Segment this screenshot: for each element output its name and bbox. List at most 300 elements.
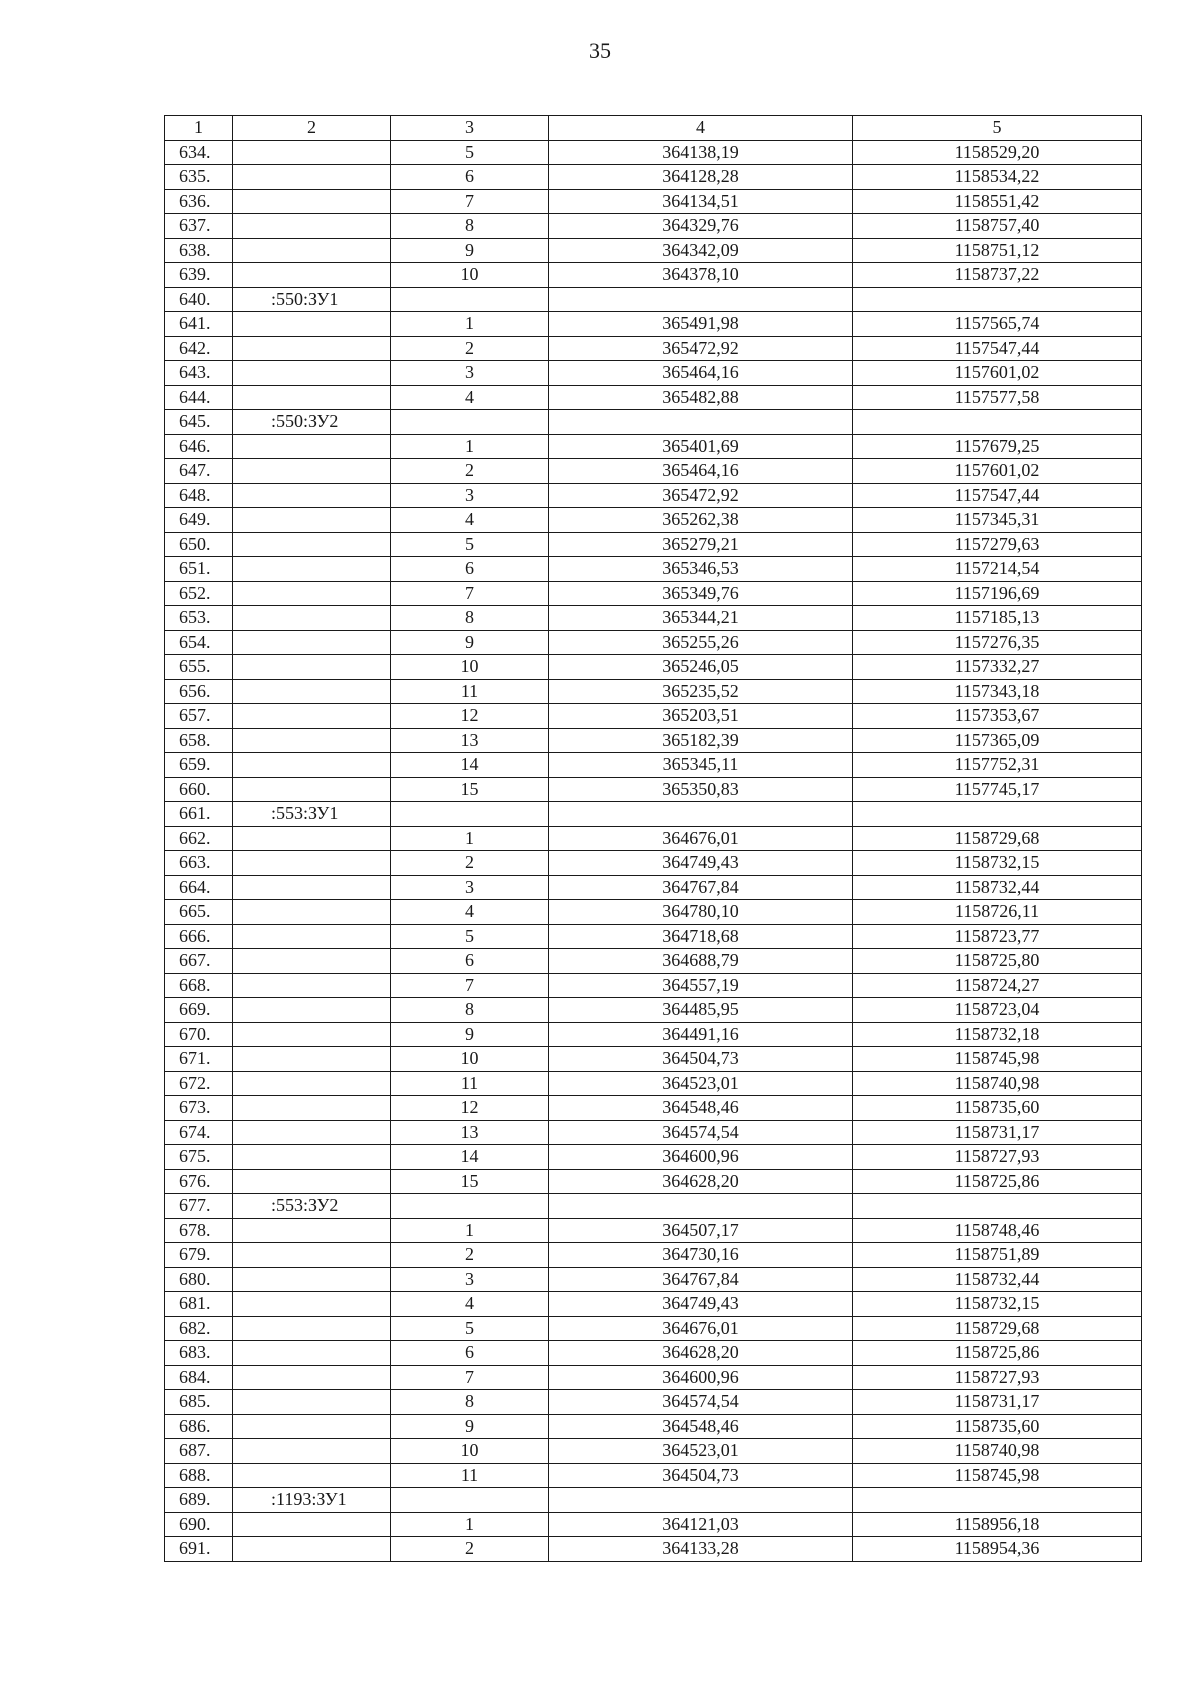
y-coordinate-cell: 1158732,44: [853, 875, 1142, 900]
table-row: [165, 434, 1142, 459]
row-number-cell: 635.: [165, 165, 233, 190]
parcel-id-cell: [233, 1047, 391, 1072]
x-coordinate-cell: [549, 802, 853, 827]
table-row: [165, 140, 1142, 165]
row-number-cell: 676.: [165, 1169, 233, 1194]
x-coordinate-cell: 364600,96: [549, 1365, 853, 1390]
x-coordinate-cell: 364676,01: [549, 1316, 853, 1341]
column-header: 5: [853, 116, 1142, 141]
x-coordinate-cell: 364121,03: [549, 1512, 853, 1537]
point-number-cell: 10: [391, 1047, 549, 1072]
parcel-id-cell: [233, 998, 391, 1023]
parcel-id-cell: :550:ЗУ2: [233, 410, 391, 435]
x-coordinate-cell: 365491,98: [549, 312, 853, 337]
table-row: [165, 336, 1142, 361]
table-row: [165, 1169, 1142, 1194]
x-coordinate-cell: 364628,20: [549, 1341, 853, 1366]
parcel-id-cell: [233, 1537, 391, 1562]
row-number-cell: 684.: [165, 1365, 233, 1390]
row-number-cell: 645.: [165, 410, 233, 435]
row-number-cell: 677.: [165, 1194, 233, 1219]
point-number-cell: 2: [391, 336, 549, 361]
x-coordinate-cell: 364491,16: [549, 1022, 853, 1047]
x-coordinate-cell: 365350,83: [549, 777, 853, 802]
parcel-id-cell: [233, 483, 391, 508]
point-number-cell: 7: [391, 973, 549, 998]
table-row: [165, 1267, 1142, 1292]
point-number-cell: 6: [391, 1341, 549, 1366]
row-number-cell: 666.: [165, 924, 233, 949]
parcel-id-cell: [233, 826, 391, 851]
table-row: [165, 459, 1142, 484]
table-row: [165, 655, 1142, 680]
point-number-cell: 6: [391, 165, 549, 190]
point-number-cell: 4: [391, 1292, 549, 1317]
point-number-cell: 14: [391, 1145, 549, 1170]
column-header: 1: [165, 116, 233, 141]
table-row: [165, 1218, 1142, 1243]
y-coordinate-cell: 1158729,68: [853, 1316, 1142, 1341]
y-coordinate-cell: 1158732,15: [853, 851, 1142, 876]
point-number-cell: 3: [391, 1267, 549, 1292]
row-number-cell: 658.: [165, 728, 233, 753]
x-coordinate-cell: 364767,84: [549, 875, 853, 900]
parcel-id-cell: [233, 140, 391, 165]
table-row: [165, 214, 1142, 239]
coordinates-table: [164, 115, 1142, 1562]
table-row: [165, 557, 1142, 582]
parcel-id-cell: [233, 1022, 391, 1047]
parcel-id-cell: [233, 1267, 391, 1292]
parcel-id-cell: [233, 336, 391, 361]
x-coordinate-cell: 365464,16: [549, 459, 853, 484]
parcel-id-cell: [233, 1463, 391, 1488]
y-coordinate-cell: 1158725,86: [853, 1341, 1142, 1366]
table-row: [165, 287, 1142, 312]
point-number-cell: 1: [391, 1218, 549, 1243]
point-number-cell: 15: [391, 777, 549, 802]
parcel-id-cell: [233, 385, 391, 410]
table-row: [165, 238, 1142, 263]
parcel-id-cell: [233, 1169, 391, 1194]
point-number-cell: 4: [391, 900, 549, 925]
parcel-id-cell: [233, 900, 391, 925]
y-coordinate-cell: 1157196,69: [853, 581, 1142, 606]
y-coordinate-cell: 1158723,04: [853, 998, 1142, 1023]
y-coordinate-cell: [853, 1194, 1142, 1219]
x-coordinate-cell: 364329,76: [549, 214, 853, 239]
x-coordinate-cell: 364485,95: [549, 998, 853, 1023]
y-coordinate-cell: 1158727,93: [853, 1365, 1142, 1390]
table-row: [165, 924, 1142, 949]
y-coordinate-cell: 1158729,68: [853, 826, 1142, 851]
parcel-id-cell: [233, 851, 391, 876]
row-number-cell: 634.: [165, 140, 233, 165]
table-row: [165, 1365, 1142, 1390]
point-number-cell: 15: [391, 1169, 549, 1194]
x-coordinate-cell: 365235,52: [549, 679, 853, 704]
x-coordinate-cell: 364718,68: [549, 924, 853, 949]
row-number-cell: 670.: [165, 1022, 233, 1047]
table-row: [165, 753, 1142, 778]
parcel-id-cell: [233, 459, 391, 484]
row-number-cell: 690.: [165, 1512, 233, 1537]
parcel-id-cell: :1193:ЗУ1: [233, 1488, 391, 1513]
row-number-cell: 661.: [165, 802, 233, 827]
x-coordinate-cell: 364688,79: [549, 949, 853, 974]
table-row: [165, 1071, 1142, 1096]
row-number-cell: 680.: [165, 1267, 233, 1292]
table-row: [165, 1414, 1142, 1439]
y-coordinate-cell: 1158727,93: [853, 1145, 1142, 1170]
y-coordinate-cell: 1158732,15: [853, 1292, 1142, 1317]
parcel-id-cell: [233, 361, 391, 386]
row-number-cell: 668.: [165, 973, 233, 998]
x-coordinate-cell: 364548,46: [549, 1414, 853, 1439]
row-number-cell: 667.: [165, 949, 233, 974]
point-number-cell: 1: [391, 312, 549, 337]
parcel-id-cell: [233, 777, 391, 802]
y-coordinate-cell: 1158751,12: [853, 238, 1142, 263]
column-header: 2: [233, 116, 391, 141]
y-coordinate-cell: 1158732,44: [853, 1267, 1142, 1292]
x-coordinate-cell: [549, 1488, 853, 1513]
parcel-id-cell: [233, 949, 391, 974]
parcel-id-cell: [233, 581, 391, 606]
parcel-id-cell: [233, 1414, 391, 1439]
y-coordinate-cell: 1158726,11: [853, 900, 1142, 925]
x-coordinate-cell: 364767,84: [549, 1267, 853, 1292]
x-coordinate-cell: [549, 287, 853, 312]
row-number-cell: 669.: [165, 998, 233, 1023]
x-coordinate-cell: 365203,51: [549, 704, 853, 729]
x-coordinate-cell: 364548,46: [549, 1096, 853, 1121]
x-coordinate-cell: 364342,09: [549, 238, 853, 263]
point-number-cell: 1: [391, 1512, 549, 1537]
row-number-cell: 655.: [165, 655, 233, 680]
parcel-id-cell: :550:ЗУ1: [233, 287, 391, 312]
table-row: [165, 1145, 1142, 1170]
point-number-cell: 2: [391, 459, 549, 484]
row-number-cell: 643.: [165, 361, 233, 386]
x-coordinate-cell: 364574,54: [549, 1390, 853, 1415]
row-number-cell: 657.: [165, 704, 233, 729]
table-row: [165, 728, 1142, 753]
table-row: [165, 263, 1142, 288]
y-coordinate-cell: 1157345,31: [853, 508, 1142, 533]
point-number-cell: 5: [391, 924, 549, 949]
parcel-id-cell: [233, 728, 391, 753]
y-coordinate-cell: 1158745,98: [853, 1463, 1142, 1488]
y-coordinate-cell: 1158735,60: [853, 1096, 1142, 1121]
x-coordinate-cell: [549, 1194, 853, 1219]
y-coordinate-cell: 1157332,27: [853, 655, 1142, 680]
table-row: [165, 1120, 1142, 1145]
x-coordinate-cell: 364507,17: [549, 1218, 853, 1243]
table-row: [165, 1439, 1142, 1464]
point-number-cell: [391, 287, 549, 312]
parcel-id-cell: [233, 263, 391, 288]
row-number-cell: 671.: [165, 1047, 233, 1072]
y-coordinate-cell: 1158956,18: [853, 1512, 1142, 1537]
x-coordinate-cell: 365472,92: [549, 336, 853, 361]
header-row: [165, 116, 1142, 141]
point-number-cell: 5: [391, 532, 549, 557]
x-coordinate-cell: 364523,01: [549, 1071, 853, 1096]
point-number-cell: 10: [391, 655, 549, 680]
row-number-cell: 681.: [165, 1292, 233, 1317]
point-number-cell: 7: [391, 581, 549, 606]
table-row: [165, 1341, 1142, 1366]
row-number-cell: 650.: [165, 532, 233, 557]
x-coordinate-cell: 364557,19: [549, 973, 853, 998]
x-coordinate-cell: 364780,10: [549, 900, 853, 925]
parcel-id-cell: [233, 1096, 391, 1121]
y-coordinate-cell: 1157547,44: [853, 336, 1142, 361]
parcel-id-cell: [233, 973, 391, 998]
row-number-cell: 686.: [165, 1414, 233, 1439]
point-number-cell: 12: [391, 1096, 549, 1121]
table-row: [165, 1463, 1142, 1488]
parcel-id-cell: [233, 1243, 391, 1268]
y-coordinate-cell: 1157745,17: [853, 777, 1142, 802]
parcel-id-cell: [233, 532, 391, 557]
x-coordinate-cell: 365345,11: [549, 753, 853, 778]
row-number-cell: 642.: [165, 336, 233, 361]
table-row: [165, 312, 1142, 337]
table-row: [165, 851, 1142, 876]
y-coordinate-cell: 1158725,86: [853, 1169, 1142, 1194]
row-number-cell: 688.: [165, 1463, 233, 1488]
y-coordinate-cell: 1158757,40: [853, 214, 1142, 239]
point-number-cell: 4: [391, 385, 549, 410]
row-number-cell: 689.: [165, 1488, 233, 1513]
parcel-id-cell: [233, 508, 391, 533]
parcel-id-cell: [233, 1120, 391, 1145]
row-number-cell: 649.: [165, 508, 233, 533]
y-coordinate-cell: 1158534,22: [853, 165, 1142, 190]
x-coordinate-cell: [549, 410, 853, 435]
x-coordinate-cell: 364574,54: [549, 1120, 853, 1145]
point-number-cell: [391, 1194, 549, 1219]
page-number: 35: [589, 38, 611, 63]
y-coordinate-cell: 1158745,98: [853, 1047, 1142, 1072]
y-coordinate-cell: 1157547,44: [853, 483, 1142, 508]
row-number-cell: 637.: [165, 214, 233, 239]
point-number-cell: 3: [391, 361, 549, 386]
x-coordinate-cell: 364134,51: [549, 189, 853, 214]
row-number-cell: 646.: [165, 434, 233, 459]
point-number-cell: 4: [391, 508, 549, 533]
table-row: [165, 1292, 1142, 1317]
parcel-id-cell: [233, 1341, 391, 1366]
parcel-id-cell: [233, 189, 391, 214]
y-coordinate-cell: 1158740,98: [853, 1071, 1142, 1096]
row-number-cell: 651.: [165, 557, 233, 582]
point-number-cell: 3: [391, 483, 549, 508]
parcel-id-cell: [233, 1316, 391, 1341]
table-row: [165, 508, 1142, 533]
row-number-cell: 638.: [165, 238, 233, 263]
point-number-cell: 7: [391, 189, 549, 214]
point-number-cell: 5: [391, 140, 549, 165]
row-number-cell: 674.: [165, 1120, 233, 1145]
point-number-cell: 3: [391, 875, 549, 900]
row-number-cell: 678.: [165, 1218, 233, 1243]
row-number-cell: 652.: [165, 581, 233, 606]
parcel-id-cell: [233, 238, 391, 263]
row-number-cell: 656.: [165, 679, 233, 704]
parcel-id-cell: [233, 753, 391, 778]
parcel-id-cell: [233, 1071, 391, 1096]
parcel-id-cell: [233, 1390, 391, 1415]
point-number-cell: 6: [391, 949, 549, 974]
point-number-cell: 2: [391, 851, 549, 876]
point-number-cell: 12: [391, 704, 549, 729]
row-number-cell: 672.: [165, 1071, 233, 1096]
row-number-cell: 679.: [165, 1243, 233, 1268]
table-row: [165, 704, 1142, 729]
x-coordinate-cell: 365472,92: [549, 483, 853, 508]
x-coordinate-cell: 364730,16: [549, 1243, 853, 1268]
x-coordinate-cell: 364523,01: [549, 1439, 853, 1464]
table-row: [165, 1316, 1142, 1341]
row-number-cell: 659.: [165, 753, 233, 778]
point-number-cell: 8: [391, 214, 549, 239]
parcel-id-cell: [233, 606, 391, 631]
point-number-cell: 13: [391, 728, 549, 753]
table-row: [165, 998, 1142, 1023]
parcel-id-cell: [233, 1145, 391, 1170]
point-number-cell: 14: [391, 753, 549, 778]
parcel-id-cell: :553:ЗУ1: [233, 802, 391, 827]
point-number-cell: 1: [391, 826, 549, 851]
y-coordinate-cell: 1158740,98: [853, 1439, 1142, 1464]
y-coordinate-cell: 1158737,22: [853, 263, 1142, 288]
point-number-cell: 10: [391, 1439, 549, 1464]
table-row: [165, 532, 1142, 557]
table-row: [165, 777, 1142, 802]
y-coordinate-cell: 1157679,25: [853, 434, 1142, 459]
row-number-cell: 654.: [165, 630, 233, 655]
table-row: [165, 1537, 1142, 1562]
table-row: [165, 679, 1142, 704]
table-row: [165, 483, 1142, 508]
column-header: 4: [549, 116, 853, 141]
parcel-id-cell: [233, 434, 391, 459]
point-number-cell: 7: [391, 1365, 549, 1390]
x-coordinate-cell: 364138,19: [549, 140, 853, 165]
y-coordinate-cell: 1158954,36: [853, 1537, 1142, 1562]
y-coordinate-cell: 1158529,20: [853, 140, 1142, 165]
parcel-id-cell: [233, 1365, 391, 1390]
x-coordinate-cell: 365279,21: [549, 532, 853, 557]
table-body: [165, 140, 1142, 1561]
x-coordinate-cell: 364378,10: [549, 263, 853, 288]
point-number-cell: [391, 410, 549, 435]
row-number-cell: 685.: [165, 1390, 233, 1415]
row-number-cell: 639.: [165, 263, 233, 288]
row-number-cell: 644.: [165, 385, 233, 410]
point-number-cell: 9: [391, 238, 549, 263]
point-number-cell: 2: [391, 1537, 549, 1562]
y-coordinate-cell: 1157353,67: [853, 704, 1142, 729]
table-row: [165, 973, 1142, 998]
x-coordinate-cell: 365349,76: [549, 581, 853, 606]
y-coordinate-cell: 1157343,18: [853, 679, 1142, 704]
parcel-id-cell: [233, 655, 391, 680]
row-number-cell: 691.: [165, 1537, 233, 1562]
table-row: [165, 581, 1142, 606]
table-row: [165, 1194, 1142, 1219]
row-number-cell: 648.: [165, 483, 233, 508]
point-number-cell: 5: [391, 1316, 549, 1341]
parcel-id-cell: [233, 312, 391, 337]
x-coordinate-cell: 364628,20: [549, 1169, 853, 1194]
x-coordinate-cell: 364128,28: [549, 165, 853, 190]
y-coordinate-cell: 1158731,17: [853, 1390, 1142, 1415]
y-coordinate-cell: 1157601,02: [853, 361, 1142, 386]
x-coordinate-cell: 365246,05: [549, 655, 853, 680]
row-number-cell: 663.: [165, 851, 233, 876]
y-coordinate-cell: 1157276,35: [853, 630, 1142, 655]
y-coordinate-cell: 1158551,42: [853, 189, 1142, 214]
y-coordinate-cell: 1158724,27: [853, 973, 1142, 998]
row-number-cell: 636.: [165, 189, 233, 214]
point-number-cell: 13: [391, 1120, 549, 1145]
point-number-cell: 11: [391, 679, 549, 704]
x-coordinate-cell: 364600,96: [549, 1145, 853, 1170]
point-number-cell: [391, 802, 549, 827]
point-number-cell: 9: [391, 630, 549, 655]
x-coordinate-cell: 364504,73: [549, 1047, 853, 1072]
point-number-cell: 10: [391, 263, 549, 288]
table-row: [165, 1022, 1142, 1047]
table-row: [165, 1390, 1142, 1415]
table-row: [165, 802, 1142, 827]
parcel-id-cell: :553:ЗУ2: [233, 1194, 391, 1219]
x-coordinate-cell: 365255,26: [549, 630, 853, 655]
y-coordinate-cell: 1157214,54: [853, 557, 1142, 582]
y-coordinate-cell: 1158731,17: [853, 1120, 1142, 1145]
y-coordinate-cell: 1157601,02: [853, 459, 1142, 484]
y-coordinate-cell: 1157365,09: [853, 728, 1142, 753]
x-coordinate-cell: 365182,39: [549, 728, 853, 753]
table-row: [165, 900, 1142, 925]
table-row: [165, 1488, 1142, 1513]
parcel-id-cell: [233, 1439, 391, 1464]
parcel-id-cell: [233, 875, 391, 900]
parcel-id-cell: [233, 214, 391, 239]
row-number-cell: 647.: [165, 459, 233, 484]
x-coordinate-cell: 364749,43: [549, 851, 853, 876]
row-number-cell: 683.: [165, 1341, 233, 1366]
x-coordinate-cell: 365346,53: [549, 557, 853, 582]
parcel-id-cell: [233, 630, 391, 655]
row-number-cell: 660.: [165, 777, 233, 802]
row-number-cell: 673.: [165, 1096, 233, 1121]
table-row: [165, 606, 1142, 631]
row-number-cell: 641.: [165, 312, 233, 337]
y-coordinate-cell: 1158725,80: [853, 949, 1142, 974]
table-row: [165, 165, 1142, 190]
table-row: [165, 630, 1142, 655]
row-number-cell: 675.: [165, 1145, 233, 1170]
table-row: [165, 385, 1142, 410]
row-number-cell: 662.: [165, 826, 233, 851]
point-number-cell: 11: [391, 1071, 549, 1096]
row-number-cell: 682.: [165, 1316, 233, 1341]
